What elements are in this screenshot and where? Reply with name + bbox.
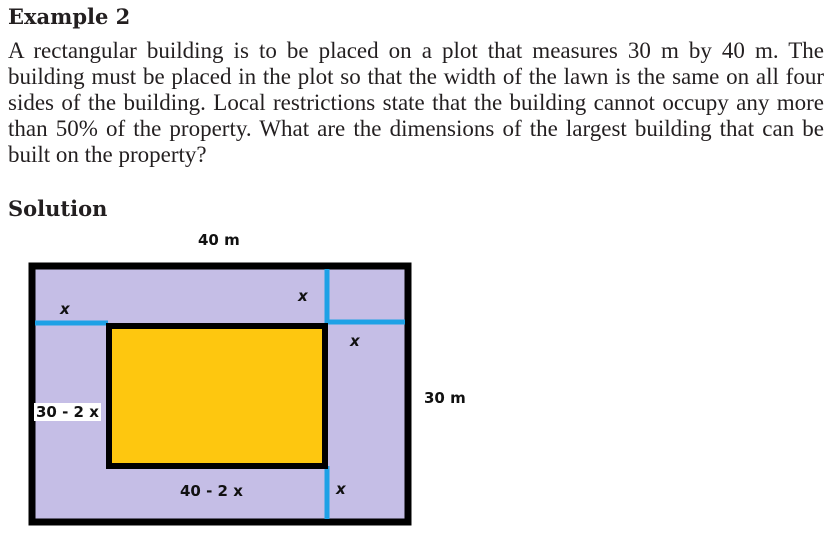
example-title: Example 2 <box>8 4 131 29</box>
label-building-height: 30 - 2 x <box>36 403 99 421</box>
label-x-top-right: x <box>298 287 308 305</box>
label-building-width: 40 - 2 x <box>180 482 243 500</box>
problem-text: A rectangular building is to be placed on a plot that measures 30 m by 40 m. The building must be placed in the plot so that the width of the lawn is the same on all four sides of the building. Local restrictions state that the building cannot occupy any more than 50% of the property. What are the dimensions of the largest building that can be built on the property? <box>8 38 824 167</box>
label-x-bottom: x <box>336 480 346 498</box>
solution-heading: Solution <box>8 196 108 221</box>
building <box>109 326 325 466</box>
label-plot-height: 30 m <box>424 389 466 407</box>
label-x-left: x <box>60 300 70 318</box>
label-x-right: x <box>350 332 360 350</box>
label-plot-width: 40 m <box>198 231 240 249</box>
